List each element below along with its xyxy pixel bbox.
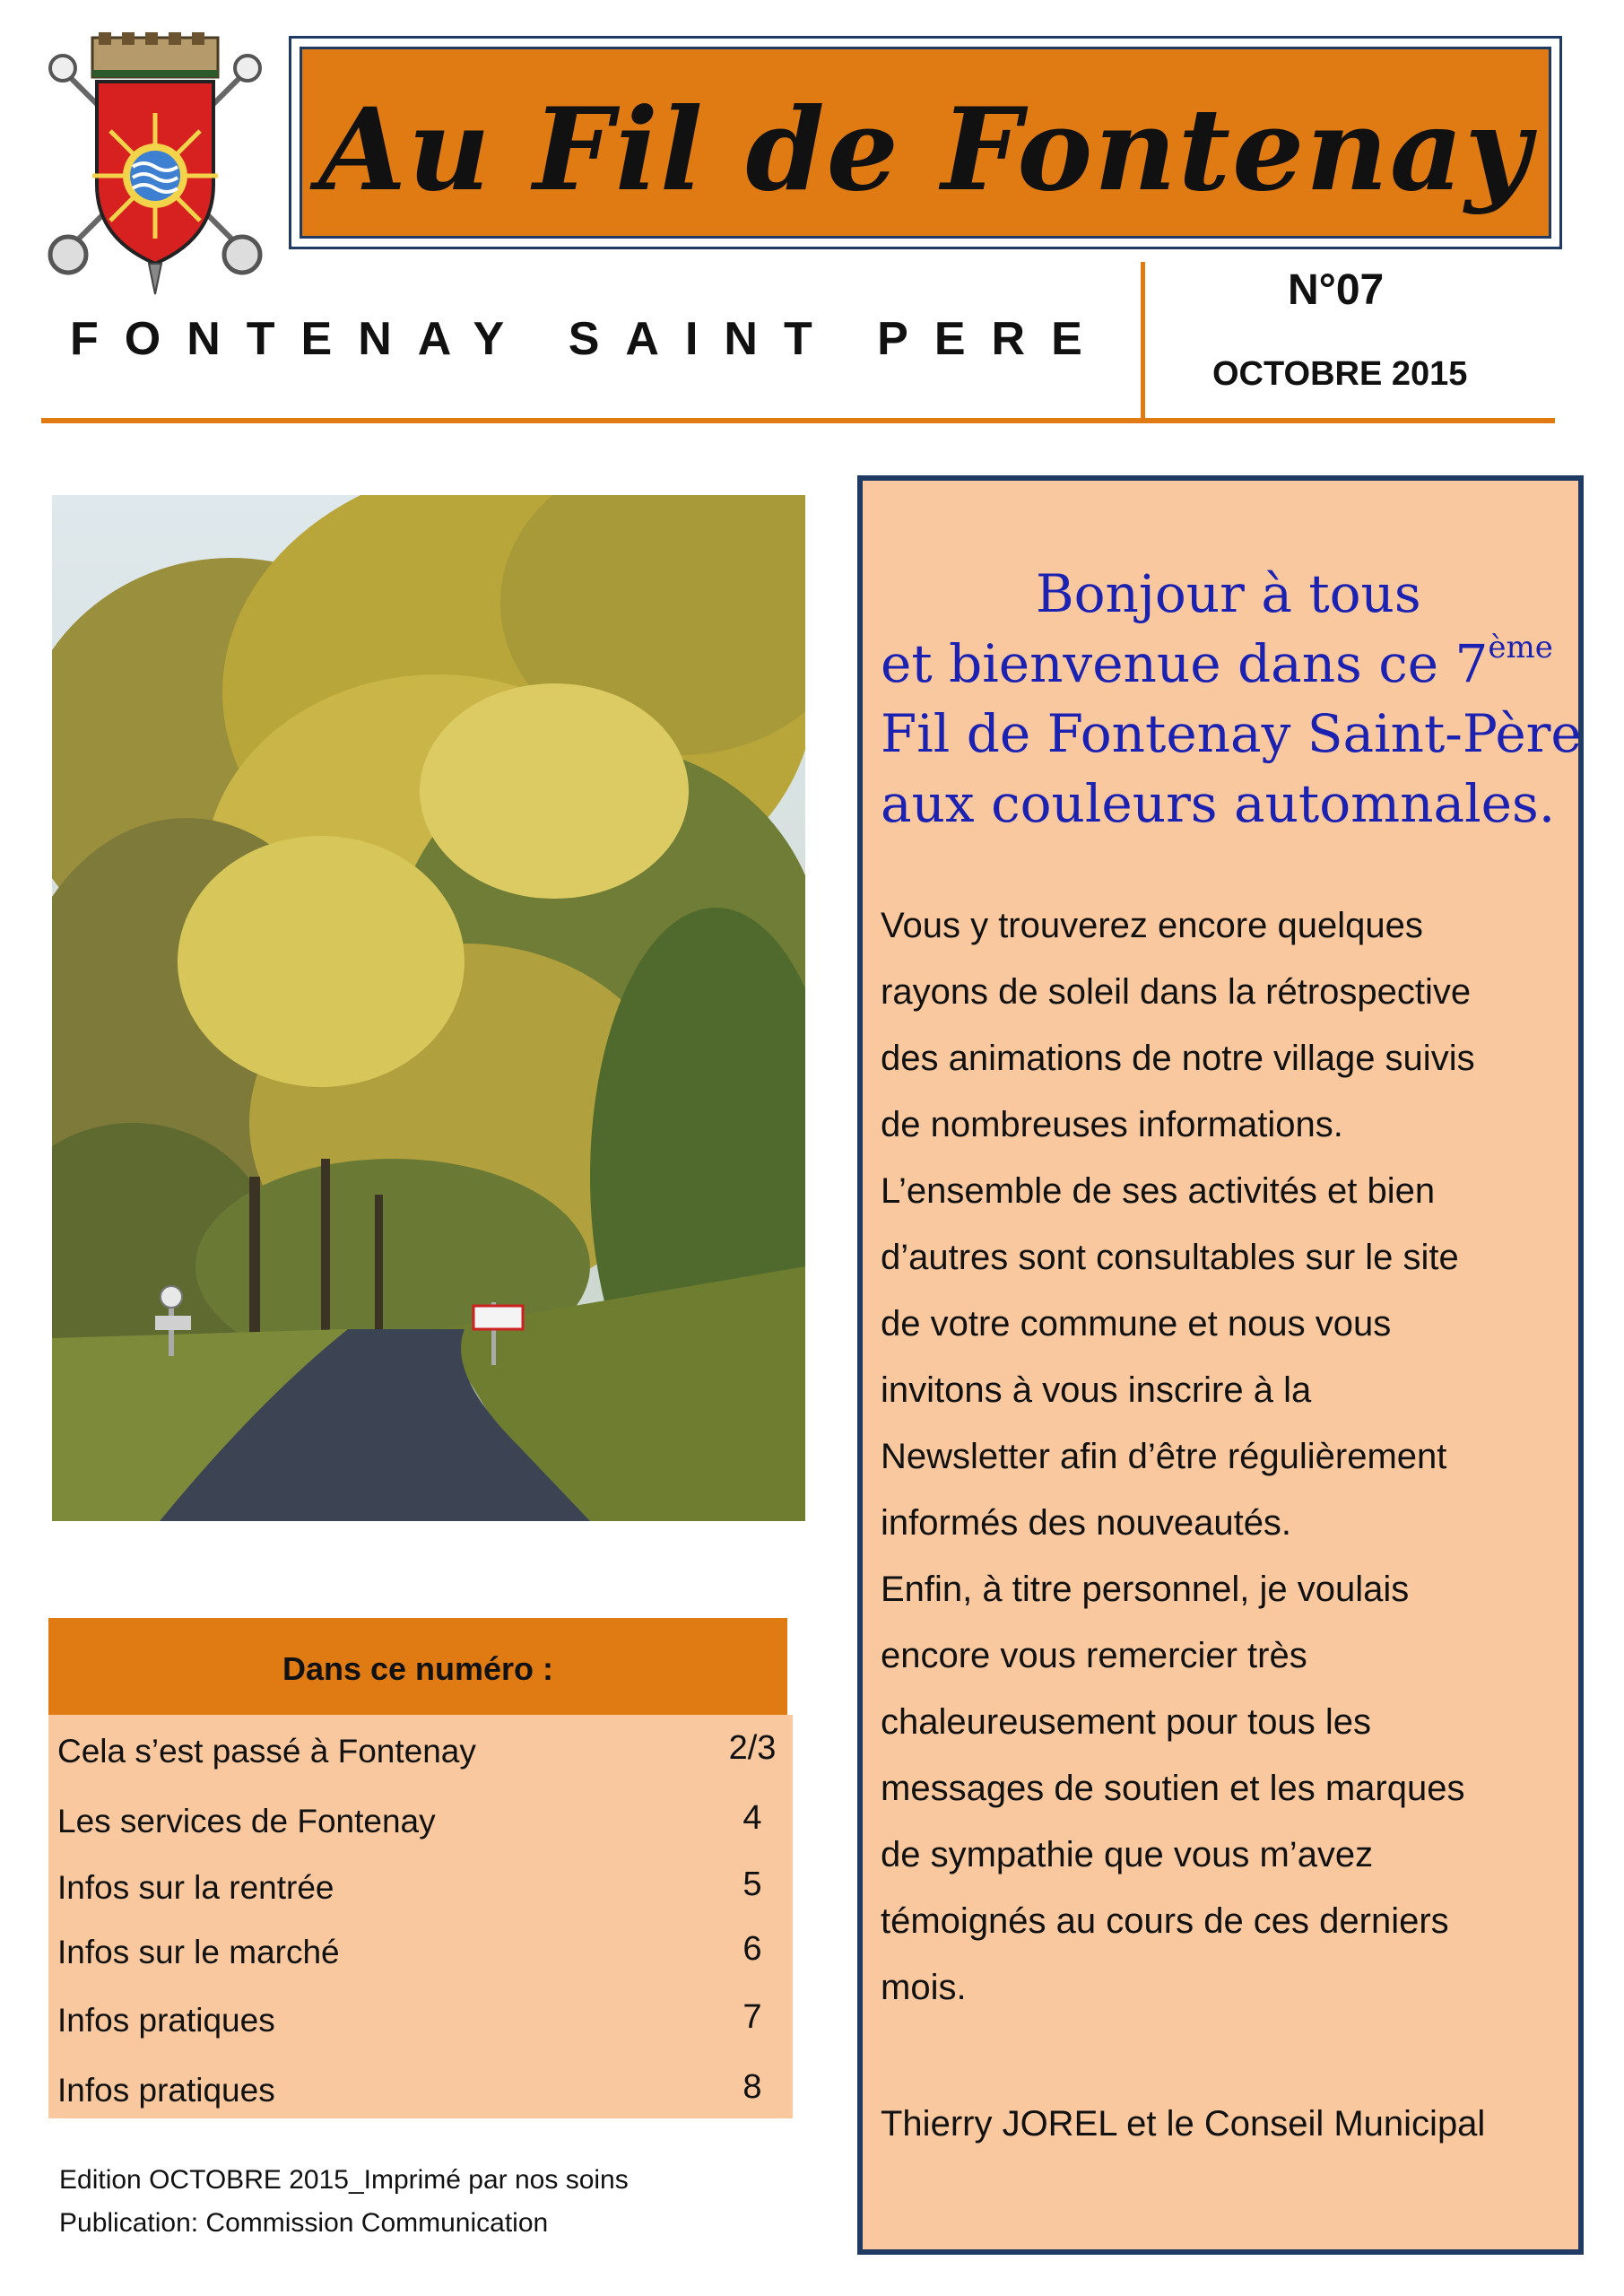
toc-item-page: 8 bbox=[743, 2068, 762, 2106]
masthead-vertical-divider bbox=[1141, 262, 1145, 422]
publication-note: Publication: Commission Communication bbox=[59, 2208, 549, 2238]
editorial-line: Enfin, à titre personnel, je voulais bbox=[881, 1570, 1410, 1609]
greeting-line-2-text: et bienvenue dans ce 7 bbox=[881, 633, 1489, 694]
editorial-line: de votre commune et nous vous bbox=[881, 1304, 1392, 1344]
editorial-line: mois. bbox=[881, 1968, 967, 2007]
toc-item-label: Infos sur la rentrée bbox=[57, 1869, 334, 1906]
toc-list bbox=[48, 1715, 793, 2118]
toc-item-label: Infos sur le marché bbox=[57, 1934, 340, 1970]
autumn-road-photo bbox=[52, 495, 805, 1521]
toc-item-page: 7 bbox=[743, 1998, 762, 2036]
greeting-line-2 bbox=[881, 630, 1553, 694]
editorial-line: d’autres sont consultables sur le site bbox=[881, 1238, 1459, 1277]
toc-item-page: 4 bbox=[743, 1799, 762, 1837]
editorial-line: de nombreuses informations. bbox=[881, 1105, 1343, 1144]
toc-item-page: 2/3 bbox=[728, 1729, 777, 1767]
editorial-line: de sympathie que vous m’avez bbox=[881, 1835, 1374, 1874]
toc-row bbox=[57, 1998, 784, 2056]
toc-heading: Dans ce numéro : bbox=[282, 1650, 554, 1687]
toc-item-label: Infos pratiques bbox=[57, 2072, 275, 2109]
editorial-signature: Thierry JOREL et le Conseil Municipal bbox=[881, 2104, 1486, 2144]
toc-item-label: Infos pratiques bbox=[57, 2002, 275, 2039]
greeting-line-1: Bonjour à tous bbox=[1036, 563, 1421, 624]
coat-of-arms-logo bbox=[43, 32, 267, 301]
title-banner bbox=[289, 36, 1562, 249]
editorial-line: chaleureusement pour tous les bbox=[881, 1702, 1371, 1742]
title-banner-fill bbox=[300, 47, 1551, 239]
toc-header bbox=[48, 1618, 787, 1715]
greeting-line-3: Fil de Fontenay Saint-Père bbox=[881, 703, 1582, 764]
editorial-line: Vous y trouverez encore quelques bbox=[881, 906, 1423, 945]
toc-item-label: Cela s’est passé à Fontenay bbox=[57, 1733, 476, 1770]
town-name: FONTENAY SAINT PERE bbox=[70, 313, 1108, 365]
editorial-line: informés des nouveautés. bbox=[881, 1503, 1292, 1543]
toc-row bbox=[57, 1799, 784, 1857]
issue-number: N°07 bbox=[1288, 266, 1385, 314]
editorial-line: encore vous remercier très bbox=[881, 1636, 1307, 1675]
editorial-line: rayons de soleil dans la rétrospective bbox=[881, 972, 1472, 1012]
greeting-superscript: ème bbox=[1488, 630, 1553, 665]
editorial-line: des animations de notre village suivis bbox=[881, 1039, 1475, 1078]
editorial-line: L’ensemble de ses activités et bien bbox=[881, 1171, 1436, 1211]
toc-row bbox=[57, 1866, 784, 1923]
issue-date: OCTOBRE 2015 bbox=[1212, 355, 1468, 393]
toc-row bbox=[57, 2068, 784, 2126]
toc-item-page: 5 bbox=[743, 1866, 762, 1903]
editorial-line: Newsletter afin d’être régulièrement bbox=[881, 1437, 1447, 1476]
greeting-line-4: aux couleurs automnales. bbox=[881, 773, 1556, 834]
newsletter-title: Au Fil de Fontenay bbox=[318, 83, 1533, 216]
editorial-line: témoignés au cours de ces derniers bbox=[881, 1901, 1449, 1941]
editorial-line: invitons à vous inscrire à la bbox=[881, 1370, 1312, 1410]
editorial-line: messages de soutien et les marques bbox=[881, 1769, 1465, 1808]
toc-item-label: Les services de Fontenay bbox=[57, 1803, 436, 1839]
masthead-horizontal-divider bbox=[41, 418, 1555, 423]
edition-note: Edition OCTOBRE 2015_Imprimé par nos soins bbox=[59, 2165, 629, 2195]
toc-item-page: 6 bbox=[743, 1930, 762, 1968]
toc-row bbox=[57, 1729, 784, 1787]
toc-row bbox=[57, 1930, 784, 1987]
